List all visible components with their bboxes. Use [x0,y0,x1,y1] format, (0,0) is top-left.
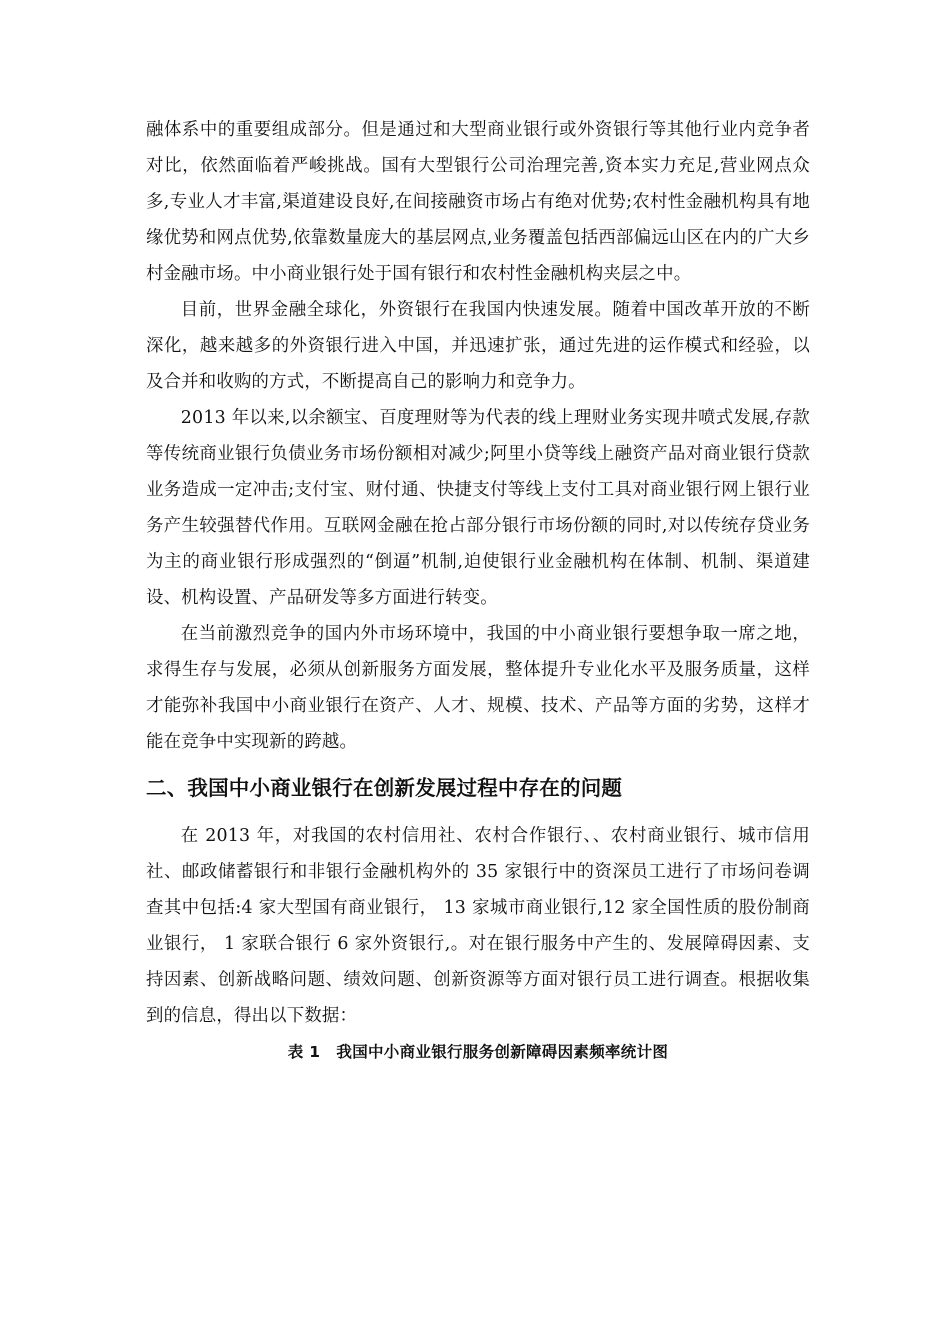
table-caption-title: 我国中小商业银行服务创新障碍因素频率统计图 [336,1043,669,1061]
paragraph-foreign-banks: 目前，世界金融全球化，外资银行在我国内快速发展。随着中国改革开放的不断深化，越来越多的外资银行进入中国，并迅速扩张，通过先进的运作模式和经验，以及合并和收购的方式，不断提高自己的影响力和竞争力。 [146,300,810,392]
paragraph-internet-finance: 2013 年以来,以余额宝、百度理财等为代表的线上理财业务实现井喷式发展,存款等传统商业银行负债业务市场份额相对减少;阿里小贷等线上融资产品对商业银行贷款业务造成一定冲击;支付宝、财付通、快捷支付等线上支付工具对商业银行网上银行业务产生较强替代作用。互联网金融在抢占部分银行市场份额的同时,对以传统存贷业务为主的商业银行形成强烈的“倒逼”机制,迫使银行业金融机构在体制、机制、渠道建设、机构设置、产品研发等多方面进行转变。 [146,408,810,608]
document-body [146,112,810,1070]
section-heading: 二、我国中小商业银行在创新发展过程中存在的问题 [146,776,623,800]
paragraph-survey: 在 2013 年，对我国的农村信用社、农村合作银行、、农村商业银行、城市信用社、邮政储蓄银行和非银行金融机构外的 35 家银行中的资深员工进行了市场问卷调查其中包括:4 家大型国有商业银行， 13 家城市商业银行,12 家全国性质的股份制商业银行， 1 家联合银行 6 家外资银行,。对在银行服务中产生的、发展障碍因素、支持因素、创新战略问题、绩效问题、创新资源等方面对银行员工进行调查。根据收集到的信息，得出以下数据： [146,826,810,1026]
table-caption-number: 表 1 [287,1043,321,1061]
paragraph-competition: 在当前激烈竞争的国内外市场环境中，我国的中小商业银行要想争取一席之地，求得生存与发展，必须从创新服务方面发展，整体提升专业化水平及服务质量，这样才能弥补我国中小商业银行在资产、人才、规模、技术、产品等方面的劣势，这样才能在竞争中实现新的跨越。 [146,624,810,752]
paragraph-continuation: 融体系中的重要组成部分。但是通过和大型商业银行或外资银行等其他行业内竞争者对比，依然面临着严峻挑战。国有大型银行公司治理完善,资本实力充足,营业网点众多,专业人才丰富,渠道建设良好,在间接融资市场占有绝对优势;农村性金融机构具有地缘优势和网点优势,依靠数量庞大的基层网点,业务覆盖包括西部偏远山区在内的广大乡村金融市场。中小商业银行处于国有银行和农村性金融机构夹层之中。 [146,120,810,284]
table-caption [146,1034,810,1070]
